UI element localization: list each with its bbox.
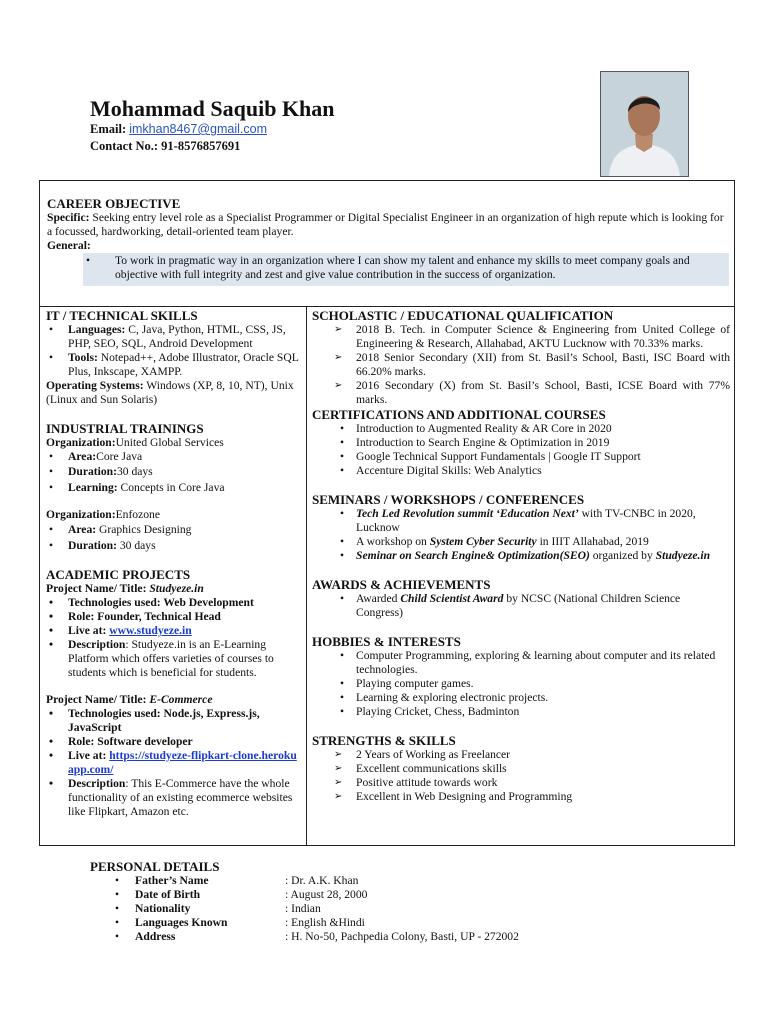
hobby-item: • Playing Cricket, Chess, Badminton [312, 705, 730, 719]
contact-line [90, 139, 240, 153]
personal-row [90, 930, 690, 944]
education-item: ➢ 2016 Secondary (X) from St. Basil’s School, Basti, ICSE Board with 77% marks. [312, 379, 730, 407]
learning-value: Concepts in Core Java [120, 481, 225, 494]
projects-heading: ACADEMIC PROJECTS [46, 567, 191, 582]
email-line [90, 122, 267, 136]
award-detail: by NCSC (National Children Science Congress) [356, 592, 681, 619]
org-value: United Global Services [115, 436, 224, 449]
awards-list [312, 592, 730, 620]
personal-key: • Date of Birth [135, 888, 201, 901]
award-item [312, 592, 730, 620]
seminar1-detail: with TV-CNBC in 2020, Lucknow [356, 507, 696, 534]
strength-item: ➢ Positive attitude towards work [312, 776, 730, 790]
project2-live [46, 749, 302, 777]
seminar2-title: System Cyber Security [429, 535, 537, 548]
seminar3-title: Seminar on Search Engine& Optimization(SEO) [356, 549, 590, 562]
strength-item: ➢ Excellent in Web Designing and Programming [312, 790, 730, 804]
award-pre: Awarded [356, 592, 401, 605]
cert-item: • Introduction to Augmented Reality & AR Core in 2020 [312, 422, 730, 436]
personal-key: • Father’s Name [135, 874, 209, 887]
area-value: Core Java [96, 450, 143, 463]
seminars-list [312, 507, 730, 563]
strength-item: ➢ Excellent communications skills [312, 762, 730, 776]
candidate-name: Mohammad Saquib Khan [90, 96, 335, 121]
tools-label: Tools: [68, 351, 98, 364]
desc-text: : This E-Commerce have the whole functionality of an existing ecommerce websites like Flipkart, Amazon etc. [68, 777, 293, 818]
personal-value: : English &Hindi [285, 916, 365, 929]
training1-area [46, 450, 302, 464]
desc-label: Description [68, 777, 126, 790]
area-label: Area: [68, 450, 97, 463]
training1-learning [46, 481, 302, 495]
contact-label: Contact No.: [90, 139, 159, 153]
career-objective-heading: CAREER OBJECTIVE [47, 196, 181, 211]
education-item: ➢ 2018 B. Tech. in Computer Science & Engineering from United College of Engineering & Research, Allahabad, AKTU Lucknow with 70.33% marks. [312, 323, 730, 351]
tools-item [46, 351, 302, 379]
project-name-label: Project Name/ Title: [46, 693, 147, 706]
training2-duration [46, 539, 302, 553]
project1-title [46, 582, 302, 596]
divider [40, 306, 734, 307]
email-link[interactable]: imkhan8467@gmail.com [129, 122, 267, 136]
personal-row [90, 916, 690, 930]
training2-org [46, 508, 302, 522]
area-label: Area: [68, 523, 97, 536]
specific-label: Specific: [47, 211, 90, 224]
resume-main-box [39, 180, 735, 846]
personal-key: • Address [135, 930, 176, 943]
cert-item: • Google Technical Support Fundamentals | Google IT Support [312, 450, 730, 464]
awards-heading: AWARDS & ACHIEVEMENTS [312, 577, 491, 592]
seminar-item [312, 535, 730, 549]
desc-label: Description [68, 638, 126, 651]
skills-list [46, 323, 302, 379]
seminars-heading: SEMINARS / WORKSHOPS / CONFERENCES [312, 492, 585, 507]
training1-list [46, 450, 302, 495]
general-item-text: To work in pragmatic way in an organization where I can show my talent and enhance my skills to meet company goals and objective with full integrity and zest and give value contribution in the success of organization. [115, 254, 690, 281]
training2-list [46, 523, 302, 553]
personal-row [90, 902, 690, 916]
personal-key: • Languages Known [135, 916, 228, 929]
desc-text: : Studyeze.in is an E-Learning Platform which offers varieties of courses to students which is beneficial for students. [68, 638, 274, 679]
personal-value: : August 28, 2000 [285, 888, 368, 901]
project2-role: • Role: Software developer [46, 735, 302, 749]
project1-name: Studyeze.in [149, 582, 204, 595]
languages-label: Languages: [68, 323, 126, 336]
specific-text: Seeking entry level role as a Specialist Programmer or Digital Specialist Engineer in an organization of high repute which is looking for a focussed, hardworking, detail-oriented team player. [47, 211, 724, 238]
tools-value: Notepad++, Adobe Illustrator, Oracle SQL Plus, Inkscape, XAMPP. [68, 351, 299, 378]
personal-heading: PERSONAL DETAILS [90, 859, 220, 874]
org-label: Organization: [46, 508, 116, 521]
education-list [312, 323, 730, 407]
personal-row [90, 874, 690, 888]
personal-details-section [90, 859, 690, 944]
org-value: Enfozone [115, 508, 160, 521]
languages-item [46, 323, 302, 351]
general-item [83, 254, 729, 282]
os-label: Operating Systems: [46, 379, 144, 392]
general-label: General: [47, 239, 91, 252]
duration-label: Duration: [68, 539, 117, 552]
project2-list [46, 707, 302, 819]
area-value: Graphics Designing [99, 523, 192, 536]
project1-link[interactable]: www.studyeze.in [109, 624, 192, 637]
education-heading: SCHOLASTIC / EDUCATIONAL QUALIFICATION [312, 308, 614, 323]
training1-duration [46, 465, 302, 479]
email-label: Email: [90, 122, 127, 136]
trainings-heading: INDUSTRIAL TRAININGS [46, 421, 204, 436]
profile-photo [600, 71, 689, 177]
os-value: Windows (XP, 8, 10, NT), Unix (Linux and Sun Solaris) [46, 379, 294, 406]
personal-row [90, 888, 690, 902]
languages-value: C, Java, Python, HTML, CSS, JS, PHP, SEO, SQL, Android Development [68, 323, 286, 350]
training1-org [46, 436, 302, 450]
strength-item: ➢ 2 Years of Working as Freelancer [312, 748, 730, 762]
live-label: Live at: [68, 749, 107, 762]
project-name-label: Project Name/ Title: [46, 582, 147, 595]
contact-number: 91-8576857691 [161, 139, 241, 153]
live-label: Live at: [68, 624, 107, 637]
seminar2-pre: A workshop on [356, 535, 430, 548]
project2-title [46, 693, 302, 707]
project2-tech: • Technologies used: Node.js, Express.js, JavaScript [46, 707, 302, 735]
training2-area [46, 523, 302, 537]
left-column [46, 308, 302, 819]
seminar-item [312, 549, 730, 563]
project1-list [46, 596, 302, 680]
project1-live [46, 624, 302, 638]
org-label: Organization: [46, 436, 116, 449]
project2-link[interactable]: https://studyeze-flipkart-clone.herokuapp.com/ [68, 749, 297, 776]
project1-desc [46, 638, 302, 680]
seminar3-detail: organized by [589, 549, 656, 562]
project1-tech: • Technologies used: Web Development [46, 596, 302, 610]
skills-heading: IT / TECHNICAL SKILLS [46, 308, 198, 323]
personal-value: : Dr. A.K. Khan [285, 874, 359, 887]
hobby-item: • Computer Programming, exploring & learning about computer and its related technologies. [312, 649, 730, 677]
project1-role: • Role: Founder, Technical Head [46, 610, 302, 624]
strengths-heading: STRENGTHS & SKILLS [312, 733, 456, 748]
hobbies-list [312, 649, 730, 719]
personal-value: : H. No-50, Pachpedia Colony, Basti, UP - 272002 [285, 930, 519, 943]
right-column [312, 308, 730, 804]
cert-item: • Accenture Digital Skills: Web Analytics [312, 464, 730, 478]
duration-value: 30 days [119, 539, 156, 552]
hobbies-heading: HOBBIES & INTERESTS [312, 634, 461, 649]
personal-value: : Indian [285, 902, 321, 915]
certs-heading: CERTIFICATIONS AND ADDITIONAL COURSES [312, 407, 606, 422]
general-list [83, 253, 729, 286]
award-title: Child Scientist Award [400, 592, 504, 605]
seminar-item [312, 507, 730, 535]
seminar3-org: Studyeze.in [655, 549, 711, 562]
duration-label: Duration: [68, 465, 117, 478]
cert-item: • Introduction to Search Engine & Optimization in 2019 [312, 436, 730, 450]
hobby-item: • Learning & exploring electronic projects. [312, 691, 730, 705]
certs-list [312, 422, 730, 478]
hobby-item: • Playing computer games. [312, 677, 730, 691]
career-specific [47, 211, 731, 239]
duration-value: 30 days [116, 465, 153, 478]
personal-key: • Nationality [135, 902, 191, 915]
career-objective-section [47, 196, 731, 286]
column-divider [306, 307, 307, 845]
os-line [46, 379, 302, 407]
learning-label: Learning: [68, 481, 118, 494]
project2-name: E-Commerce [149, 693, 213, 706]
project2-desc [46, 777, 302, 819]
education-item: ➢ 2018 Senior Secondary (XII) from St. Basil’s School, Basti, ISC Board with 66.20% marks. [312, 351, 730, 379]
strengths-list [312, 748, 730, 804]
seminar1-title: Tech Led Revolution summit ‘Education Next’ [356, 507, 579, 520]
seminar2-detail: in IIIT Allahabad, 2019 [536, 535, 649, 548]
